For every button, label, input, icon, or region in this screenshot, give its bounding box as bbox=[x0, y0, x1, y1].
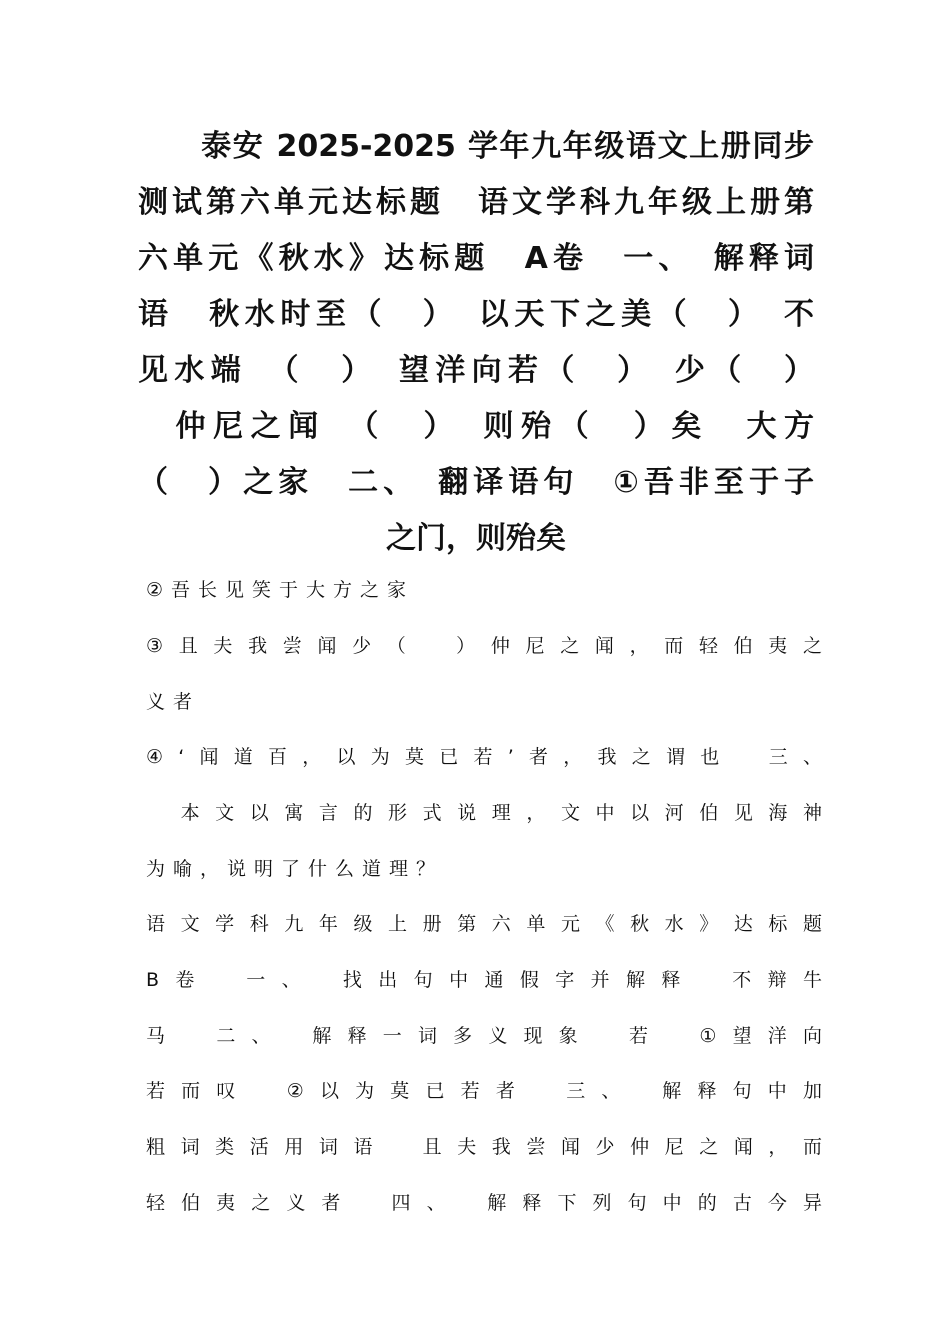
body-line-8: B卷 一、 找出句中通假字并解释 不辩牛 bbox=[146, 969, 822, 991]
title-line-2: 测试第六单元达标题 语文学科九年级上册第 bbox=[138, 185, 814, 220]
body-line-2: ③且夫我尝闻少（ ）仲尼之闻，而轻伯夷之 bbox=[146, 635, 822, 657]
body-line-6: 为喻，说明了什么道理？ bbox=[146, 858, 444, 880]
body-line-9: 马 二、 解释一词多义现象 若 ①望洋向 bbox=[146, 1025, 822, 1047]
body-line-5: 本文以寓言的形式说理，文中以河伯见海神 bbox=[146, 802, 822, 824]
title-line-5: 见水端 （ ） 望洋向若（ ） 少（ ） bbox=[138, 353, 814, 388]
title-line-8: 之门，则殆矣 bbox=[386, 521, 566, 556]
body-line-1: ②吾长见笑于大方之家 bbox=[146, 579, 415, 601]
title-line-1: 泰安 2025-2025 学年九年级语文上册同步 bbox=[138, 129, 814, 164]
body-line-4: ④‘闻道百，以为莫已若’者，我之谓也 三、 bbox=[146, 746, 822, 768]
title-line-3: 六单元《秋水》达标题 A卷 一、 解释词 bbox=[138, 241, 814, 276]
body-line-3: 义者 bbox=[146, 691, 201, 713]
body-line-7: 语文学科九年级上册第六单元《秋水》达标题 bbox=[146, 913, 822, 935]
title-line-6: 仲尼之闻 （ ） 则殆（ ）矣 大方 bbox=[138, 409, 844, 444]
body-line-11: 粗词类活用词语 且夫我尝闻少仲尼之闻，而 bbox=[146, 1136, 822, 1158]
body-line-10: 若而叹 ②以为莫已若者 三、 解释句中加 bbox=[146, 1080, 822, 1102]
title-line-4: 语 秋水时至（ ） 以天下之美（ ） 不 bbox=[138, 297, 814, 332]
title-line-7: （ ）之家 二、 翻译语句 ①吾非至于子 bbox=[138, 465, 814, 500]
body-line-12: 轻伯夷之义者 四、 解释下列句中的古今异 bbox=[146, 1192, 822, 1214]
